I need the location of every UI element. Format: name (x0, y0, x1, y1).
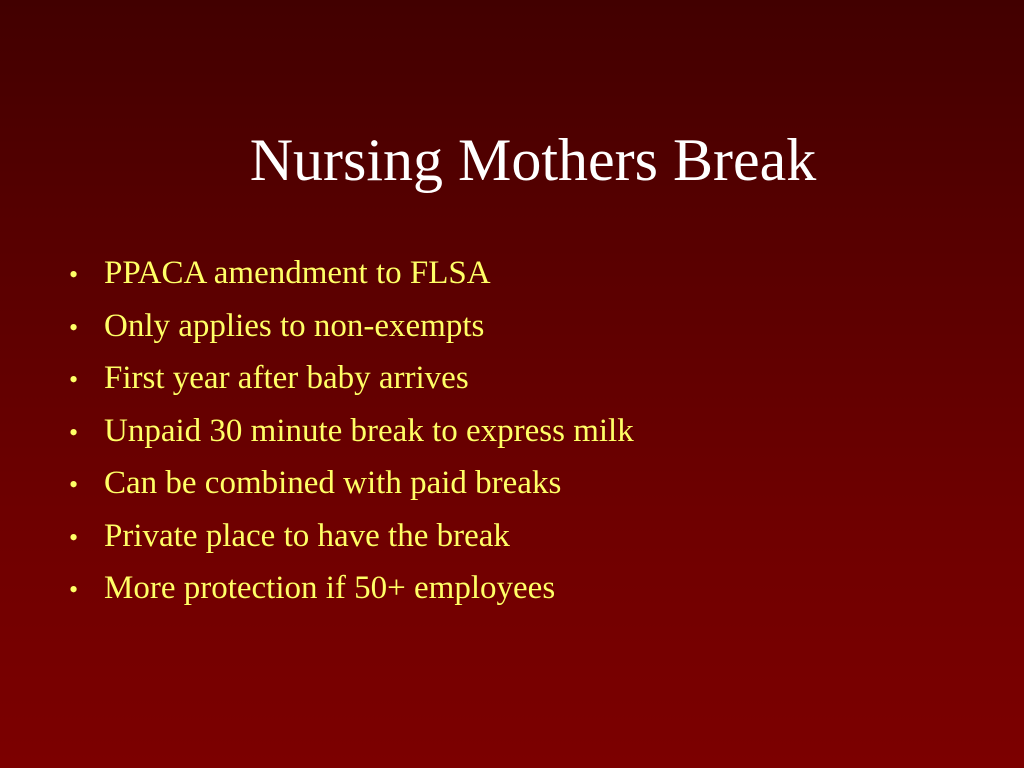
bullet-text: First year after baby arrives (104, 360, 469, 396)
slide-title: Nursing Mothers Break (249, 127, 817, 193)
list-item (69, 510, 634, 563)
bullet-icon: • (69, 312, 79, 342)
list-item (69, 247, 634, 300)
bullet-icon: • (69, 470, 79, 499)
bullet-text: Private place to have the break (104, 517, 510, 554)
list-item (69, 352, 634, 405)
bullet-icon: • (69, 575, 79, 604)
bullet-icon: • (69, 365, 79, 394)
list-item (69, 405, 634, 458)
list-item (69, 562, 634, 615)
bullet-text: Can be combined with paid breaks (104, 465, 562, 501)
list-item (69, 457, 634, 510)
bullet-text: More protection if 50+ employees (104, 570, 556, 606)
bullet-icon: • (69, 522, 79, 552)
bullet-icon: • (69, 260, 79, 289)
bullet-text: Only applies to non-exempts (104, 307, 485, 344)
bullet-list (69, 247, 634, 615)
list-item (69, 300, 634, 353)
bullet-text: Unpaid 30 minute break to express milk (104, 412, 634, 449)
bullet-text: PPACA amendment to FLSA (104, 255, 491, 291)
bullet-icon: • (69, 417, 79, 447)
